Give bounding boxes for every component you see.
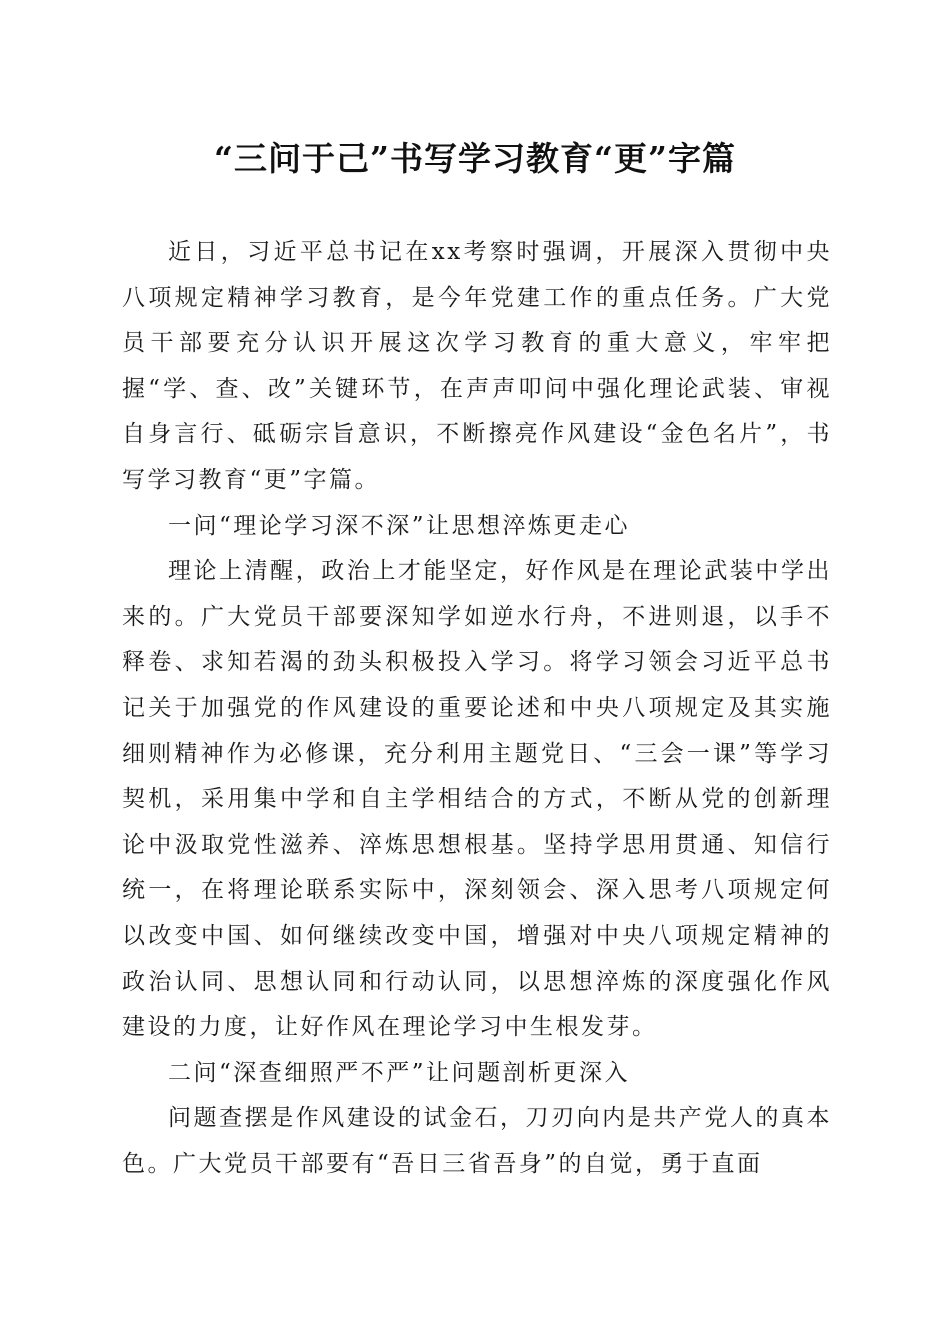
intro-paragraph: 近日，习近平总书记在xx考察时强调，开展深入贯彻中央八项规定精神学习教育，是今年党建工作的重点任务。广大党员干部要充分认识开展这次学习教育的重大意义，牢牢把握“学、查、改”关键环节，在声声叩问中强化理论武装、审视自身言行、砥砺宗旨意识，不断擦亮作风建设“金色名片”，书写学习教育“更”字篇。 — [122, 239, 832, 493]
section-heading-2: 二问“深查细照严不严”让问题剖析更深入 — [168, 1059, 631, 1086]
section-heading-1: 一问“理论学习深不深”让思想淬炼更走心 — [168, 512, 631, 539]
section-1-paragraph: 理论上清醒，政治上才能坚定，好作风是在理论武装中学出来的。广大党员干部要深知学如逆水行舟，不进则退，以手不释卷、求知若渴的劲头积极投入学习。将学习领会习近平总书记关于加强党的作风建设的重要论述和中央八项规定及其实施细则精神作为必修课，充分利用主题党日、“三会一课”等学习契机，采用集中学和自主学相结合的方式，不断从党的创新理论中汲取党性滋养、淬炼思想根基。坚持学思用贯通、知信行统一，在将理论联系实际中，深刻领会、深入思考八项规定何以改变中国、如何继续改变中国，增强对中央八项规定精神的政治认同、思想认同和行动认同，以思想淬炼的深度强化作风建设的力度，让好作风在理论学习中生根发芽。 — [122, 558, 832, 1041]
section-2-paragraph: 问题查摆是作风建设的试金石，刀刃向内是共产党人的真本色。广大党员干部要有“吾日三省吾身”的自觉，勇于直面 — [122, 1105, 832, 1177]
document-title: “三问于己”书写学习教育“更”字篇 — [214, 139, 736, 178]
document-body — [122, 230, 832, 1187]
